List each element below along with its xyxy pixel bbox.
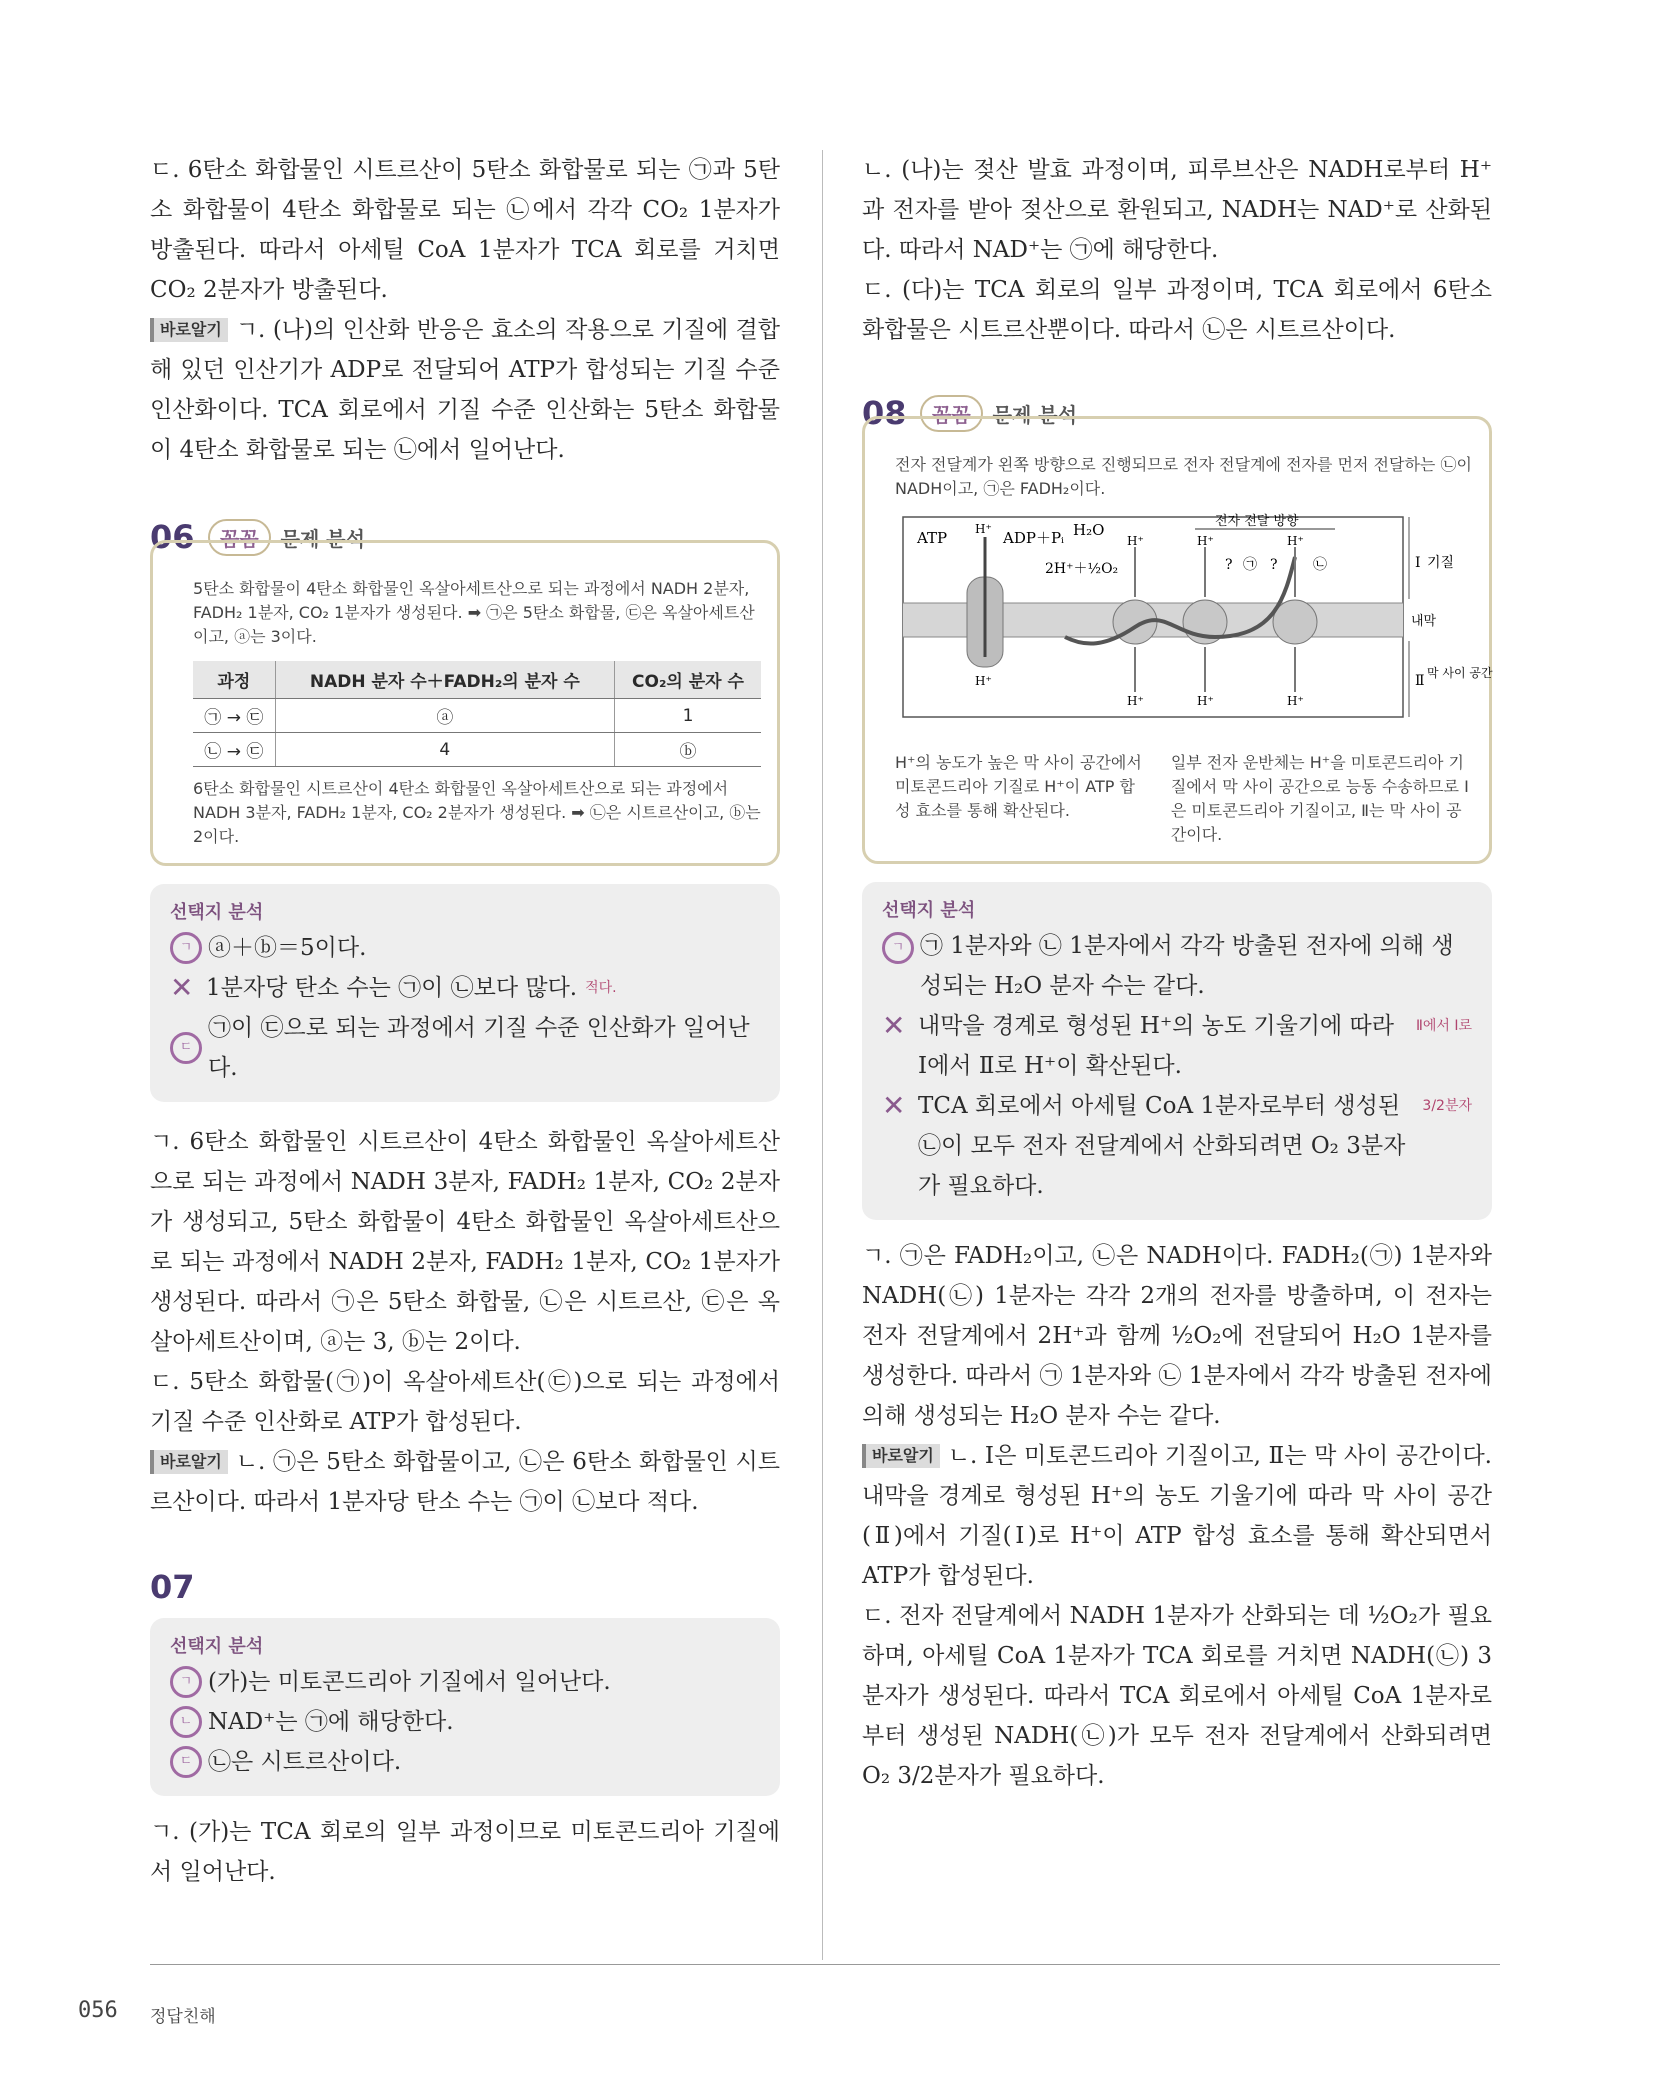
table-row: ㉡ → ㉢ 4 ⓑ — [193, 733, 761, 767]
note-row — [895, 751, 1473, 847]
table-row: ㉠ → ㉢ ⓐ 1 — [193, 699, 761, 733]
choice-item: ㄴ NAD⁺는 ㉠에 해당한다. — [170, 1702, 760, 1742]
proton-label: H⁺ — [1197, 534, 1214, 548]
carrier-b-label: ㉡ — [1313, 557, 1327, 573]
analysis-note: 5탄소 화합물이 4탄소 화합물인 옥살아세트산으로 되는 과정에서 NADH 2분자, FADH₂ 1분자, CO₂ 1분자가 생성된다. ➡ ㉠은 5탄소 화합물, ㉢은 옥살아세트산이고, ⓐ는 3이다. — [193, 579, 755, 646]
question-number: 06 — [150, 518, 195, 556]
wrong-x-icon: ✕ — [882, 1009, 906, 1042]
proton-label: H⁺ — [1197, 694, 1214, 708]
adp-label: ADP＋Pᵢ — [1003, 529, 1065, 547]
analysis-box — [150, 540, 780, 866]
correct-circle-icon: ㄴ — [170, 1706, 202, 1738]
choice-item: ㄱ ⓐ＋ⓑ＝5이다. — [170, 928, 760, 968]
choice-analysis — [862, 882, 1492, 1220]
proton-label: H⁺ — [1127, 694, 1144, 708]
direction-label: 전자 전달 방향 — [1215, 514, 1299, 529]
atp-label: ATP — [917, 529, 948, 547]
water-label: H₂O — [1073, 521, 1105, 539]
choice-item: ㄱ (가)는 미토콘드리아 기질에서 일어난다. — [170, 1662, 760, 1702]
wrong-x-icon: ✕ — [170, 971, 194, 1004]
wrong-x-icon: ✕ — [882, 1089, 906, 1122]
right-column — [862, 150, 1492, 1796]
correct-circle-icon: ㄱ — [170, 932, 202, 964]
etc-figure — [895, 507, 1493, 747]
choice-analysis — [150, 1618, 780, 1796]
ggom-badge: 꼼꼼 — [920, 395, 983, 432]
analysis-note: 6탄소 화합물인 시트르산이 4탄소 화합물인 옥살아세트산으로 되는 과정에서 NADH 3분자, FADH₂ 1분자, CO₂ 2분자가 생성된다. ➡ ㉡은 시트르산이고, ⓑ는 2이다. — [193, 779, 761, 846]
analysis-note: H⁺의 농도가 높은 막 사이 공간에서 미토콘드리아 기질로 H⁺이 ATP 합성 효소를 통해 확산된다. — [895, 753, 1142, 820]
wrong-answer-tag: 바로알기 — [862, 1444, 940, 1468]
paragraph: ㄱ. ㉠은 FADH₂이고, ㉡은 NADH이다. FADH₂(㉠) 1분자와 NADH(㉡) 1분자는 각각 2개의 전자를 방출하며, 이 전자는 전자 전달계에서 2H⁺과 함께 ½O₂에 전달되어 H₂O 1분자를 생성한다. 따라서 ㉠ 1분자와 ㉡ 1분자에서 각각 방출된 전자에 의해 생성되는 H₂O 분자 수는 같다. — [862, 1243, 1492, 1429]
correction-note: 적다. — [585, 980, 617, 996]
region-roman: Ⅰ — [1415, 555, 1421, 571]
region-label: 막 사이 공간 — [1427, 666, 1493, 680]
ggom-badge: 꼼꼼 — [208, 519, 271, 556]
process-table — [193, 661, 761, 767]
carrier-a-label: ㉠ — [1243, 557, 1257, 573]
analysis-title: 문제 분석 — [992, 402, 1077, 427]
correction-note: Ⅱ에서 Ⅰ로 — [1415, 1018, 1472, 1034]
choice-item: ✕ 1분자당 탄소 수는 ㉠이 ㉡보다 많다. 적다. — [170, 968, 760, 1008]
unknown-label: ? — [1225, 557, 1233, 573]
choice-item: ✕ 내막을 경계로 형성된 H⁺의 농도 기울기에 따라 Ⅰ에서 Ⅱ로 H⁺이 확산된다. Ⅱ에서 Ⅰ로 — [882, 1006, 1472, 1086]
electron-transport-diagram — [895, 507, 1493, 751]
analysis-box — [862, 416, 1492, 864]
region-roman: Ⅱ — [1415, 673, 1425, 689]
proton-label: H⁺ — [975, 674, 992, 688]
table-header: NADH 분자 수＋FADH₂의 분자 수 — [275, 661, 614, 699]
paragraph: ㄴ. (나)는 젖산 발효 과정이며, 피루브산은 NADH로부터 H⁺과 전자를 받아 젖산으로 환원되고, NADH는 NAD⁺로 산화된다. 따라서 NAD⁺는 ㉠에 해당한다. — [862, 157, 1492, 263]
footer-rule — [150, 1964, 1500, 1965]
choice-analysis-title: 선택지 분석 — [170, 902, 264, 923]
region-label: 기질 — [1427, 555, 1455, 571]
region-label: 내막 — [1411, 614, 1437, 629]
wrong-answer-tag: 바로알기 — [150, 318, 228, 342]
choice-item: ㄷ ㉠이 ㉢으로 되는 과정에서 기질 수준 인산화가 일어난다. — [170, 1008, 760, 1088]
choice-analysis-title: 선택지 분석 — [170, 1636, 264, 1657]
column-divider — [822, 150, 823, 1960]
left-column — [150, 150, 780, 1892]
paragraph: ㄷ. 5탄소 화합물(㉠)이 옥살아세트산(㉢)으로 되는 과정에서 기질 수준 인산화로 ATP가 합성된다. — [150, 1369, 780, 1435]
choice-item: ㄷ ㉡은 시트르산이다. — [170, 1742, 760, 1782]
correct-circle-icon: ㄱ — [882, 932, 914, 964]
proton-label: H⁺ — [975, 522, 992, 536]
choice-analysis-title: 선택지 분석 — [882, 900, 976, 921]
correction-note: 3/2분자 — [1422, 1098, 1472, 1114]
proton-label: H⁺ — [1127, 534, 1144, 548]
question-number: 08 — [862, 394, 907, 432]
unknown-label: ? — [1270, 557, 1278, 573]
reaction-label: 2H⁺＋½O₂ — [1045, 561, 1119, 577]
analysis-title: 문제 분석 — [280, 526, 365, 551]
proton-label: H⁺ — [1287, 534, 1304, 548]
choice-item: ㄱ ㉠ 1분자와 ㉡ 1분자에서 각각 방출된 전자에 의해 생성되는 H₂O 분자 수는 같다. — [882, 926, 1472, 1006]
paragraph: ㄱ. 6탄소 화합물인 시트르산이 4탄소 화합물인 옥살아세트산으로 되는 과정에서 NADH 3분자, FADH₂ 1분자, CO₂ 2분자가 생성되고, 5탄소 화합물이 4탄소 화합물인 옥살아세트산으로 되는 과정에서 NADH 2분자, FADH₂ 1분자, CO₂ 1분자가 생성된다. 따라서 ㉠은 5탄소 화합물, ㉡은 시트르산, ㉢은 옥살아세트산이며, ⓐ는 3, ⓑ는 2이다. — [150, 1129, 780, 1355]
wrong-answer-tag: 바로알기 — [150, 1450, 228, 1474]
book-name: 정답친해 — [150, 2007, 216, 2027]
paragraph: 바로알기 ㄴ. Ⅰ은 미토콘드리아 기질이고, Ⅱ는 막 사이 공간이다. 내막을 경계로 형성된 H⁺의 농도 기울기에 따라 막 사이 공간(Ⅱ)에서 기질(Ⅰ)로 H⁺이 ATP 합성 효소를 통해 확산되면서 ATP가 합성된다. — [862, 1443, 1492, 1589]
paragraph: ㄷ. (다)는 TCA 회로의 일부 과정이며, TCA 회로에서 6탄소 화합물은 시트르산뿐이다. 따라서 ㉡은 시트르산이다. — [862, 277, 1492, 343]
paragraph: ㄱ. (가)는 TCA 회로의 일부 과정이므로 미토콘드리아 기질에서 일어난다. — [150, 1819, 780, 1885]
paragraph: 바로알기 ㄴ. ㉠은 5탄소 화합물이고, ㉡은 6탄소 화합물인 시트르산이다. 따라서 1분자당 탄소 수는 ㉠이 ㉡보다 적다. — [150, 1449, 780, 1515]
question-number: 07 — [150, 1568, 195, 1606]
paragraph: ㄷ. 6탄소 화합물인 시트르산이 5탄소 화합물로 되는 ㉠과 5탄소 화합물이 4탄소 화합물로 되는 ㉡에서 각각 CO₂ 1분자가 방출된다. 따라서 아세틸 CoA 1분자가 TCA 회로를 거치면 CO₂ 2분자가 방출된다. — [150, 157, 780, 303]
choice-analysis — [150, 884, 780, 1102]
question-header — [150, 1564, 780, 1610]
correct-circle-icon: ㄷ — [170, 1032, 202, 1064]
analysis-note: 일부 전자 운반체는 H⁺을 미토콘드리아 기질에서 막 사이 공간으로 능동 수송하므로 Ⅰ은 미토콘드리아 기질이고, Ⅱ는 막 사이 공간이다. — [1170, 753, 1469, 844]
table-header: 과정 — [193, 661, 275, 699]
paragraph: 바로알기 ㄱ. (나)의 인산화 반응은 효소의 작용으로 기질에 결합해 있던 인산기가 ADP로 전달되어 ATP가 합성되는 기질 수준 인산화이다. TCA 회로에서 기질 수준 인산화는 5탄소 화합물이 4탄소 화합물로 되는 ㉡에서 일어난다. — [150, 317, 780, 463]
analysis-note: 전자 전달계가 왼쪽 방향으로 진행되므로 전자 전달계에 전자를 먼저 전달하는 ㉡이 NADH이고, ㉠은 FADH₂이다. — [895, 455, 1472, 498]
correct-circle-icon: ㄱ — [170, 1666, 202, 1698]
correct-circle-icon: ㄷ — [170, 1746, 202, 1778]
choice-item: ✕ TCA 회로에서 아세틸 CoA 1분자로부터 생성된 ㉡이 모두 전자 전달계에서 산화되려면 O₂ 3분자가 필요하다. 3/2분자 — [882, 1086, 1472, 1206]
paragraph: ㄷ. 전자 전달계에서 NADH 1분자가 산화되는 데 ½O₂가 필요하며, 아세틸 CoA 1분자가 TCA 회로를 거치면 NADH(㉡) 3분자가 생성된다. 따라서 TCA 회로에서 아세틸 CoA 1분자로부터 생성된 NADH(㉡)가 모두 전자 전달계에서 산화되려면 O₂ 3/2분자가 필요하다. — [862, 1603, 1492, 1789]
page-number: 056 — [78, 1998, 118, 2023]
proton-label: H⁺ — [1287, 694, 1304, 708]
table-header: CO₂의 분자 수 — [615, 661, 761, 699]
